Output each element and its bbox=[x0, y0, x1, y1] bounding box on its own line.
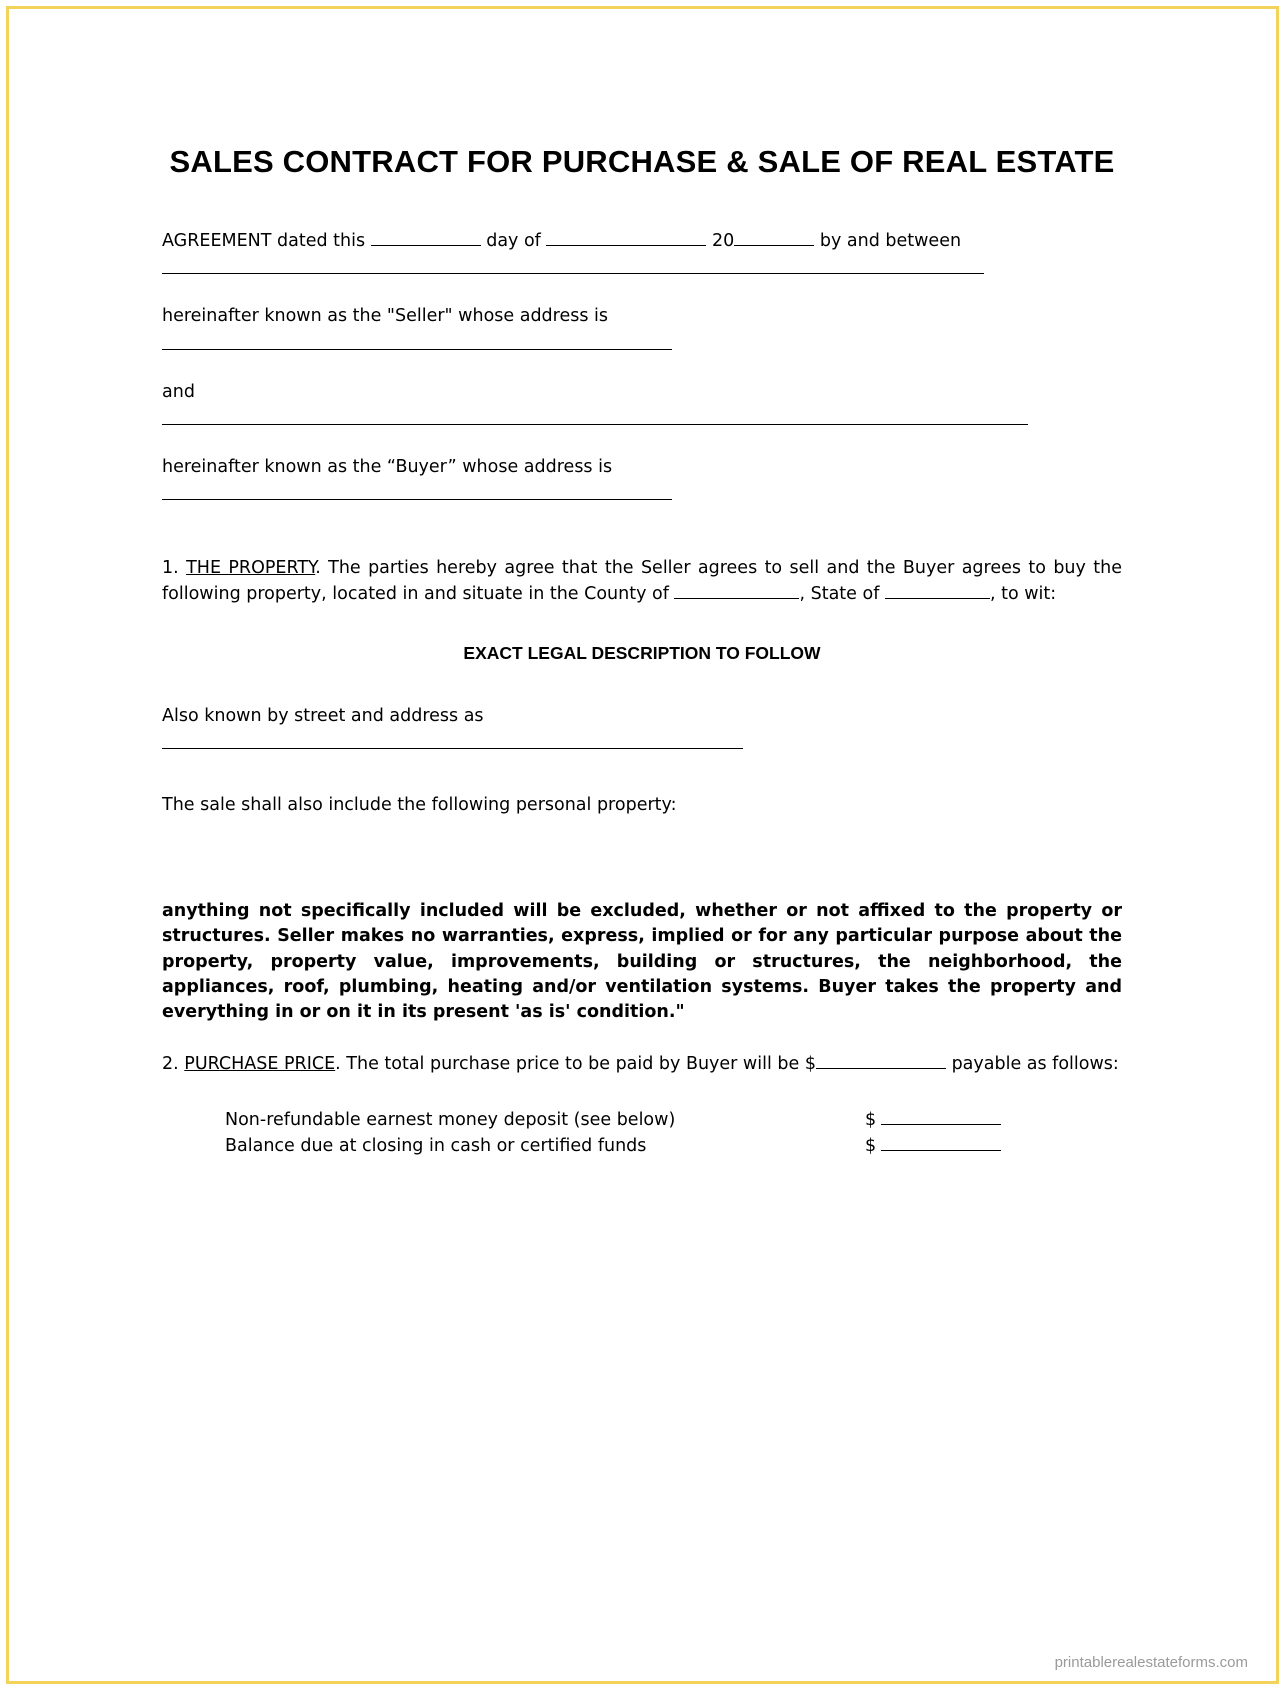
buyer-address-line[interactable] bbox=[162, 498, 672, 500]
list-item bbox=[225, 1133, 1122, 1159]
currency-symbol: $ bbox=[865, 1136, 877, 1157]
legal-description-heading: EXACT LEGAL DESCRIPTION TO FOLLOW bbox=[463, 643, 821, 664]
balance-due-amount bbox=[865, 1133, 1001, 1159]
buyer-address-label: hereinafter known as the “Buyer” whose address is bbox=[162, 456, 613, 477]
seller-address-line[interactable] bbox=[162, 348, 672, 350]
section-2-heading: PURCHASE PRICE bbox=[184, 1053, 336, 1074]
document-sheet bbox=[117, 31, 1167, 1643]
personal-property-label: The sale shall also include the following personal property: bbox=[162, 795, 677, 816]
spacer bbox=[162, 617, 1122, 643]
site-watermark: printablerealestateforms.com bbox=[1054, 1654, 1248, 1671]
street-address-line[interactable] bbox=[162, 747, 743, 749]
by-and-between-text: by and between bbox=[819, 230, 962, 251]
balance-due-blank-field[interactable] bbox=[881, 1150, 1001, 1151]
page-title: SALES CONTRACT FOR PURCHASE & SALE OF REAL ESTATE bbox=[169, 144, 1115, 179]
list-item bbox=[225, 1107, 1122, 1133]
state-blank-field[interactable] bbox=[885, 598, 990, 599]
balance-due-label: Balance due at closing in cash or certified funds bbox=[225, 1136, 647, 1157]
payment-breakdown-list bbox=[162, 1107, 1122, 1160]
spacer bbox=[162, 664, 1122, 704]
section-1-text-b: , State of bbox=[799, 583, 880, 604]
spacer bbox=[162, 779, 1122, 793]
section-2-text-b: payable as follows: bbox=[951, 1053, 1119, 1074]
earnest-money-label: Non-refundable earnest money deposit (see below) bbox=[225, 1110, 676, 1131]
agreement-date-line bbox=[162, 229, 1122, 254]
earnest-money-blank-field[interactable] bbox=[881, 1124, 1001, 1125]
section-1-number: 1. bbox=[162, 558, 179, 579]
spacer bbox=[162, 1026, 1122, 1052]
seller-address-label: hereinafter known as the "Seller" whose address is bbox=[162, 306, 609, 327]
buyer-name-line[interactable] bbox=[162, 423, 1028, 425]
section-1-text-c: , to wit: bbox=[989, 583, 1057, 604]
purchase-price-blank-field[interactable] bbox=[816, 1068, 946, 1069]
earnest-money-amount bbox=[865, 1107, 1001, 1133]
year-blank-field[interactable] bbox=[734, 245, 814, 246]
spacer bbox=[162, 530, 1122, 556]
page-border bbox=[6, 6, 1279, 1684]
section-1-property bbox=[162, 556, 1122, 607]
year-prefix-text: 20 bbox=[712, 230, 735, 251]
month-blank-field[interactable] bbox=[546, 245, 706, 246]
section-2-purchase-price bbox=[162, 1052, 1122, 1077]
seller-name-line[interactable] bbox=[162, 272, 984, 274]
as-is-clause: anything not specifically included will be excluded, whether or not affixed to the property or structures. Seller makes no warranties, express, implied or for any particular purpose about the property, property value, improvements, building or structures, the neighborhood, the appliances, roof, plumbing, heating and/or ventilation systems. Buyer takes the property and everything in or on it in its present 'as is' condition." bbox=[162, 900, 1122, 1023]
section-2-text-a: . The total purchase price to be paid by Buyer will be $ bbox=[335, 1053, 816, 1074]
day-blank-field[interactable] bbox=[371, 245, 481, 246]
county-blank-field[interactable] bbox=[674, 598, 799, 599]
section-1-heading: THE PROPERTY bbox=[186, 558, 316, 579]
document-content bbox=[162, 141, 1122, 1160]
and-separator-label: and bbox=[162, 381, 195, 402]
agreement-prefix-text: AGREEMENT dated this bbox=[162, 230, 366, 251]
section-2-number: 2. bbox=[162, 1053, 179, 1074]
street-address-label: Also known by street and address as bbox=[162, 706, 484, 727]
currency-symbol: $ bbox=[865, 1110, 877, 1131]
day-of-text: day of bbox=[486, 230, 541, 251]
personal-property-write-area[interactable] bbox=[162, 829, 1122, 899]
section-1-text-a: . The parties hereby agree that the Seller agrees to sell and the Buyer agrees to buy the following property, located in and situate in the County of bbox=[162, 558, 1122, 604]
